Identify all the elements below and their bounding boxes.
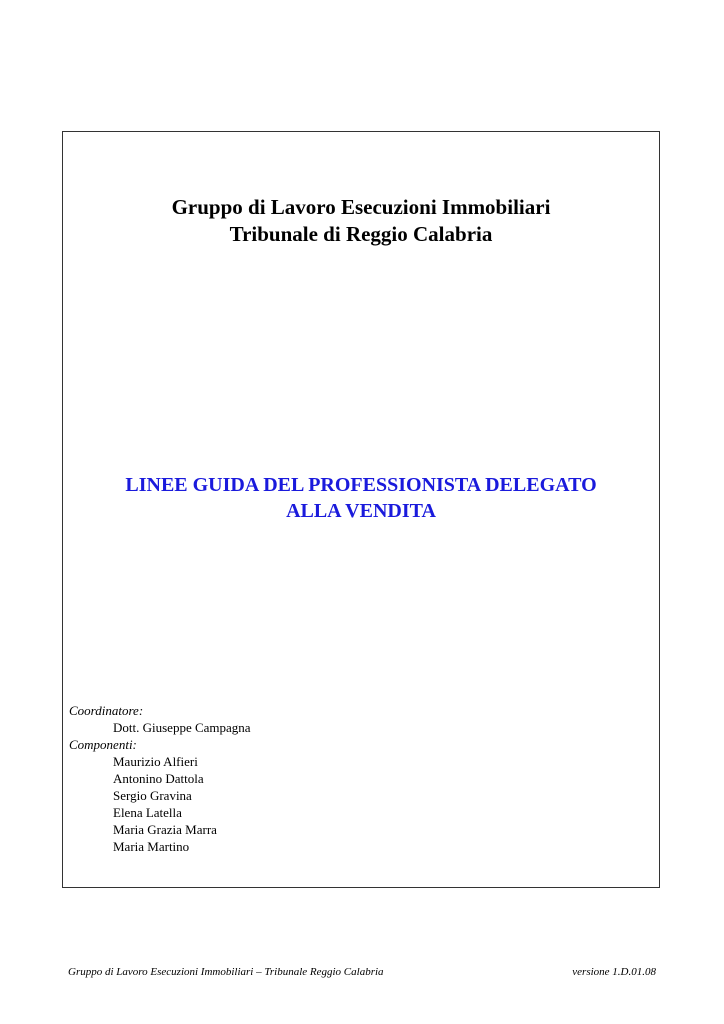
coordinator-label: Coordinatore: bbox=[69, 703, 144, 718]
court-name: Tribunale di Reggio Calabria bbox=[229, 222, 493, 246]
organization-name: Gruppo di Lavoro Esecuzioni Immobiliari bbox=[171, 195, 551, 219]
component-name: Sergio Gravina bbox=[113, 788, 192, 803]
footer-version: versione 1.D.01.08 bbox=[572, 966, 656, 978]
components-label: Componenti: bbox=[69, 737, 137, 752]
organization-heading bbox=[63, 194, 659, 248]
component-name: Maurizio Alfieri bbox=[113, 754, 198, 769]
footer-organization: Gruppo di Lavoro Esecuzioni Immobiliari – Tribunale Reggio Calabria bbox=[68, 966, 384, 978]
members-list bbox=[69, 702, 251, 855]
component-name: Maria Martino bbox=[113, 839, 190, 854]
document-title bbox=[63, 472, 659, 524]
component-name: Antonino Dattola bbox=[113, 771, 204, 786]
component-name: Maria Grazia Marra bbox=[113, 822, 217, 837]
cover-frame bbox=[62, 131, 660, 888]
page-footer bbox=[68, 966, 656, 978]
component-name: Elena Latella bbox=[113, 805, 182, 820]
document-title-line2: ALLA VENDITA bbox=[286, 500, 436, 522]
document-title-line1: LINEE GUIDA DEL PROFESSIONISTA DELEGATO bbox=[125, 474, 597, 496]
coordinator-name: Dott. Giuseppe Campagna bbox=[113, 720, 251, 735]
